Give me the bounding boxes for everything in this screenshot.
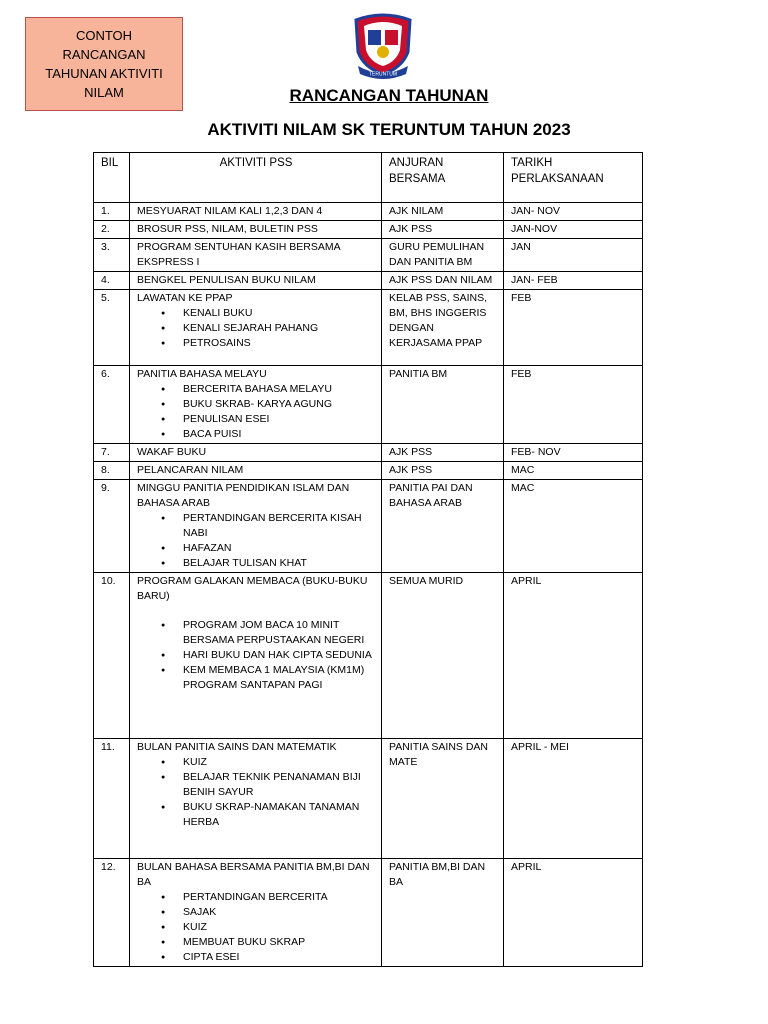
row-number: 7. [94, 444, 130, 462]
activity-cell [130, 203, 382, 221]
activity-name: PROGRAM SENTUHAN KASIH BERSAMA EKSPRESS I [137, 241, 341, 268]
table-row [94, 272, 643, 290]
activity-item: ● BACA PUISI [183, 427, 375, 442]
activity-extra: PROGRAM SANTAPAN PAGI [183, 679, 323, 691]
row-number: 12. [94, 859, 130, 967]
organiser-cell: PANITIA PAI DAN BAHASA ARAB [382, 480, 504, 573]
activity-item: ● BUKU SKRAB- KARYA AGUNG [183, 397, 375, 412]
organiser-cell: PANITIA BM [382, 366, 504, 444]
row-number: 6. [94, 366, 130, 444]
activity-item: ● PENULISAN ESEI [183, 412, 375, 427]
organiser-cell: PANITIA BM,BI DAN BA [382, 859, 504, 967]
activity-cell [130, 859, 382, 967]
header-date: TARIKH PERLAKSANAAN [504, 153, 643, 203]
row-number: 4. [94, 272, 130, 290]
activity-item: ● BELAJAR TULISAN KHAT [183, 556, 375, 571]
table-row [94, 462, 643, 480]
organiser-cell: KELAB PSS, SAINS, BM, BHS INGGERIS DENGAN KERJASAMA PPAP [382, 290, 504, 366]
activity-item: ● KENALI BUKU [183, 306, 375, 321]
row-number: 10. [94, 573, 130, 739]
date-cell: JAN- FEB [504, 272, 643, 290]
activity-name: WAKAF BUKU [137, 446, 207, 458]
organiser-cell: AJK PSS [382, 462, 504, 480]
row-number: 1. [94, 203, 130, 221]
sample-label-text: CONTOH RANCANGAN TAHUNAN AKTIVITI NILAM [45, 28, 163, 100]
activity-items [137, 890, 375, 965]
table-row [94, 859, 643, 967]
date-cell: JAN-NOV [504, 221, 643, 239]
table-row [94, 444, 643, 462]
table-row [94, 739, 643, 859]
activity-item: ● HARI BUKU DAN HAK CIPTA SEDUNIA [183, 648, 375, 663]
activity-plan-table [93, 152, 643, 967]
activity-item: ● PROGRAM JOM BACA 10 MINIT BERSAMA PERPUSTAAKAN NEGERI [183, 618, 375, 648]
organiser-cell: GURU PEMULIHAN DAN PANITIA BM [382, 239, 504, 272]
activity-cell [130, 480, 382, 573]
document-title: RANCANGAN TAHUNAN [289, 86, 489, 105]
activity-name: BROSUR PSS, NILAM, BULETIN PSS [137, 223, 318, 235]
activity-item: ● SAJAK [183, 905, 375, 920]
table-row [94, 203, 643, 221]
date-cell: FEB [504, 290, 643, 366]
activity-cell [130, 290, 382, 366]
table-header-row [94, 153, 643, 203]
activity-name: MESYUARAT NILAM KALI 1,2,3 DAN 4 [137, 205, 323, 217]
activity-name: BULAN PANITIA SAINS DAN MATEMATIK [137, 741, 337, 753]
crest-ribbon-text: TERUNTUM [368, 71, 398, 78]
table-row [94, 366, 643, 444]
activity-item: ● BELAJAR TEKNIK PENANAMAN BIJI BENIH SAYUR [183, 770, 375, 800]
activity-cell [130, 221, 382, 239]
activity-cell [130, 239, 382, 272]
activity-name: PROGRAM GALAKAN MEMBACA (BUKU-BUKU BARU) [137, 575, 368, 602]
organiser-cell: AJK PSS DAN NILAM [382, 272, 504, 290]
organiser-cell: PANITIA SAINS DAN MATE [382, 739, 504, 859]
activity-item: ● HAFAZAN [183, 541, 375, 556]
activity-item: ● MEMBUAT BUKU SKRAP [183, 935, 375, 950]
activity-cell [130, 272, 382, 290]
activity-cell [130, 739, 382, 859]
activity-items [137, 511, 375, 571]
date-cell: MAC [504, 462, 643, 480]
date-cell: APRIL [504, 573, 643, 739]
activity-item: ● CIPTA ESEI [183, 950, 375, 965]
row-number: 8. [94, 462, 130, 480]
activity-items [137, 306, 375, 351]
table-row [94, 239, 643, 272]
activity-name: LAWATAN KE PPAP [137, 292, 233, 304]
activity-name: MINGGU PANITIA PENDIDIKAN ISLAM DAN BAHASA ARAB [137, 482, 350, 509]
activity-items [137, 755, 375, 830]
activity-item: ● KEM MEMBACA 1 MALAYSIA (KM1M) [183, 663, 375, 678]
row-number: 2. [94, 221, 130, 239]
activity-items [137, 618, 375, 693]
header-activity: AKTIVITI PSS [130, 153, 382, 203]
activity-item: ● KUIZ [183, 755, 375, 770]
activity-item: ● KENALI SEJARAH PAHANG [183, 321, 375, 336]
header-organiser: ANJURAN BERSAMA [382, 153, 504, 203]
organiser-cell: SEMUA MURID [382, 573, 504, 739]
row-number: 5. [94, 290, 130, 366]
row-number: 9. [94, 480, 130, 573]
date-cell: FEB- NOV [504, 444, 643, 462]
organiser-cell: AJK PSS [382, 444, 504, 462]
activity-items [137, 382, 375, 442]
activity-name: PELANCARAN NILAM [137, 464, 244, 476]
table-row [94, 573, 643, 739]
activity-name: BENGKEL PENULISAN BUKU NILAM [137, 274, 316, 286]
date-cell: APRIL [504, 859, 643, 967]
row-number: 11. [94, 739, 130, 859]
date-cell: MAC [504, 480, 643, 573]
activity-item: ● PERTANDINGAN BERCERITA KISAH NABI [183, 511, 375, 541]
activity-item: ● PETROSAINS [183, 336, 375, 351]
school-crest-icon [350, 12, 416, 80]
date-cell: APRIL - MEI [504, 739, 643, 859]
activity-item: ● PERTANDINGAN BERCERITA [183, 890, 375, 905]
table-row [94, 290, 643, 366]
date-cell: JAN [504, 239, 643, 272]
activity-name: BULAN BAHASA BERSAMA PANITIA BM,BI DAN BA [137, 861, 370, 888]
activity-item: ● KUIZ [183, 920, 375, 935]
activity-cell [130, 366, 382, 444]
activity-cell [130, 573, 382, 739]
document-subtitle: AKTIVITI NILAM SK TERUNTUM TAHUN 2023 [207, 120, 571, 139]
activity-name: PANITIA BAHASA MELAYU [137, 368, 267, 380]
activity-cell [130, 444, 382, 462]
header-bil: BIL [94, 153, 130, 203]
table-row [94, 221, 643, 239]
date-cell: JAN- NOV [504, 203, 643, 221]
organiser-cell: AJK PSS [382, 221, 504, 239]
activity-item: ● BERCERITA BAHASA MELAYU [183, 382, 375, 397]
table-row [94, 480, 643, 573]
row-number: 3. [94, 239, 130, 272]
activity-cell [130, 462, 382, 480]
organiser-cell: AJK NILAM [382, 203, 504, 221]
activity-item: ● BUKU SKRAP-NAMAKAN TANAMAN HERBA [183, 800, 375, 830]
date-cell: FEB [504, 366, 643, 444]
